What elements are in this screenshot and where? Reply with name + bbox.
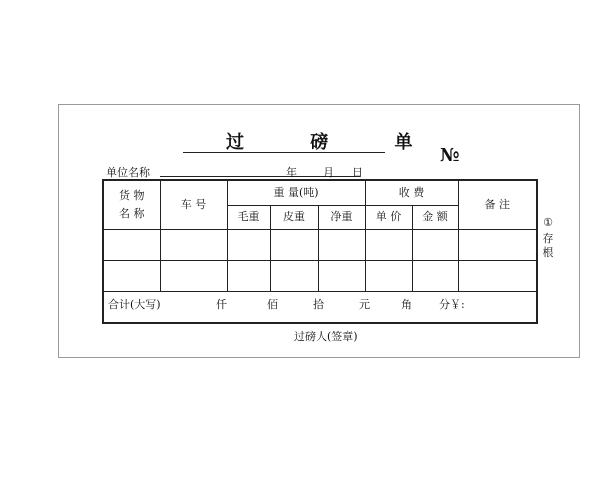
circled-one-mark: ① bbox=[543, 216, 553, 229]
title-underline bbox=[183, 152, 385, 153]
cell-net[interactable] bbox=[318, 261, 365, 292]
cell-remark[interactable] bbox=[458, 261, 537, 292]
weight-header: 重 量(吨) bbox=[227, 180, 365, 206]
cell-plate[interactable] bbox=[160, 261, 227, 292]
weighing-table bbox=[102, 179, 538, 324]
cell-tare[interactable] bbox=[270, 261, 318, 292]
unit-price-header: 单 价 bbox=[365, 206, 412, 230]
date-day: 日 bbox=[352, 166, 363, 179]
cell-amount[interactable] bbox=[412, 261, 458, 292]
unit-name-label: 单位名称 bbox=[106, 166, 150, 179]
total-bai: 佰 bbox=[267, 298, 278, 311]
table-row bbox=[103, 261, 537, 292]
slip-title: 过 磅 单 bbox=[226, 132, 443, 153]
cell-goods[interactable] bbox=[103, 230, 160, 261]
date-year: 年 bbox=[286, 166, 297, 179]
total-shi: 拾 bbox=[313, 298, 324, 311]
total-yuan: 元 bbox=[359, 298, 370, 311]
cell-tare[interactable] bbox=[270, 230, 318, 261]
cell-gross[interactable] bbox=[227, 261, 270, 292]
total-qian: 仟 bbox=[216, 298, 227, 311]
total-jiao: 角 bbox=[401, 298, 412, 311]
date-month: 月 bbox=[323, 166, 334, 179]
weigher-signature-label: 过磅人(签章) bbox=[294, 330, 358, 343]
cell-unit-price[interactable] bbox=[365, 261, 412, 292]
total-fen: 分￥: bbox=[439, 298, 465, 311]
number-mark: № bbox=[440, 145, 460, 166]
amount-header: 金 额 bbox=[412, 206, 458, 230]
goods-header-line1: 货 物 bbox=[119, 188, 145, 202]
stub-text-2: 根 bbox=[542, 246, 554, 259]
total-row bbox=[103, 292, 537, 324]
cell-plate[interactable] bbox=[160, 230, 227, 261]
cell-gross[interactable] bbox=[227, 230, 270, 261]
cell-net[interactable] bbox=[318, 230, 365, 261]
cell-remark[interactable] bbox=[458, 230, 537, 261]
gross-header: 毛重 bbox=[227, 206, 270, 230]
cell-amount[interactable] bbox=[412, 230, 458, 261]
cell-unit-price[interactable] bbox=[365, 230, 412, 261]
goods-name-header bbox=[103, 180, 160, 230]
plate-header: 车 号 bbox=[160, 180, 227, 230]
goods-header-line2: 名 称 bbox=[119, 206, 145, 220]
stub-text-1: 存 bbox=[542, 232, 554, 245]
table-row bbox=[103, 230, 537, 261]
remark-header: 备 注 bbox=[458, 180, 537, 230]
total-label: 合计(大写) bbox=[108, 298, 161, 311]
tare-header: 皮重 bbox=[270, 206, 318, 230]
cell-goods[interactable] bbox=[103, 261, 160, 292]
net-header: 净重 bbox=[318, 206, 365, 230]
fee-header: 收 费 bbox=[365, 180, 458, 206]
stub-label bbox=[541, 216, 555, 260]
